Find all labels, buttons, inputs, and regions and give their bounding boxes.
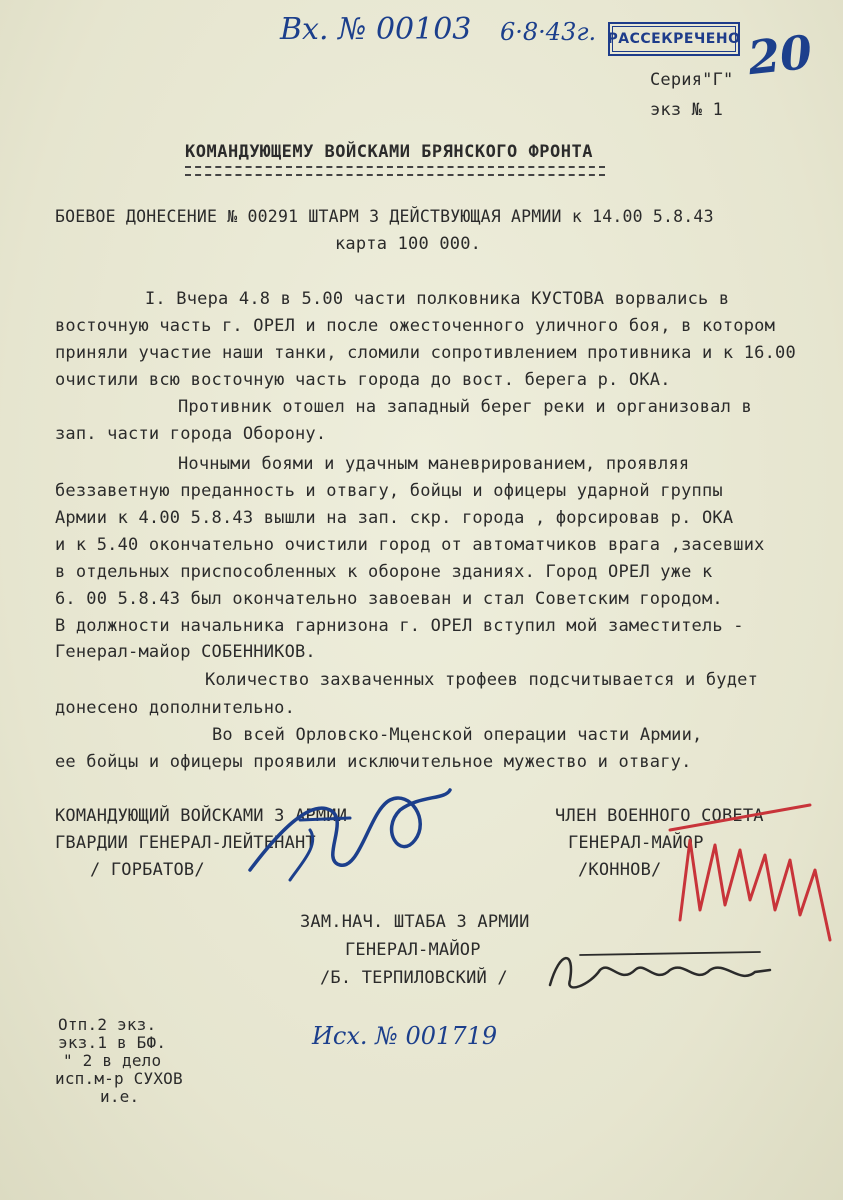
body-line: в отдельных приспособленных к обороне зданиях. Город ОРЕЛ уже к [55, 562, 713, 582]
body-line: очистили всю восточную часть города до вост. берега р. ОКА. [55, 370, 671, 390]
footer-line: и.е. [100, 1087, 140, 1106]
page-number: 20 [745, 24, 815, 86]
center-signatory-name: /Б. ТЕРПИЛОВСКИЙ / [320, 968, 508, 988]
konnov-signature [660, 800, 840, 950]
left-signatory-title: КОМАНДУЮЩИЙ ВОЙСКАМИ 3 АРМИИ [55, 806, 348, 826]
body-line: 6. 00 5.8.43 был окончательно завоеван и стал Советским городом. [55, 589, 723, 609]
gorbatov-signature [240, 770, 460, 890]
right-signatory-rank: ГЕНЕРАЛ-МАЙОР [568, 833, 704, 853]
body-line: восточную часть г. ОРЕЛ и после ожесточенного уличного боя, в котором [55, 316, 776, 336]
addressee-heading: КОМАНДУЮЩЕМУ ВОЙСКАМИ БРЯНСКОГО ФРОНТА [185, 142, 593, 162]
left-signatory-rank: ГВАРДИИ ГЕНЕРАЛ-ЛЕЙТЕНАНТ [55, 833, 316, 853]
center-signatory-title: ЗАМ.НАЧ. ШТАБА 3 АРМИИ [300, 912, 530, 932]
body-line: Во всей Орловско-Мценской операции части Армии, [212, 725, 703, 745]
body-line: I. Вчера 4.8 в 5.00 части полковника КУСТОВА ворвались в [145, 289, 730, 309]
body-line: донесено дополнительно. [55, 698, 296, 718]
incoming-number: Вх. № 00103 [280, 12, 472, 47]
body-line: В должности начальника гарнизона г. ОРЕЛ вступил мой заместитель - [55, 616, 744, 636]
footer-line: исп.м-р СУХОВ [55, 1069, 183, 1088]
center-signatory-rank: ГЕНЕРАЛ-МАЙОР [345, 940, 481, 960]
left-signatory-name: / ГОРБАТОВ/ [90, 860, 205, 880]
body-line: Генерал-майор СОБЕННИКОВ. [55, 642, 316, 662]
right-signatory-title: ЧЛЕН ВОЕННОГО СОВЕТА [555, 806, 764, 826]
body-line: Армии к 4.00 5.8.43 вышли на зап. скр. города , форсировав р. ОКА [55, 508, 734, 528]
declassified-stamp: РАССЕКРЕЧЕНО [608, 22, 740, 56]
terpilovsky-signature [540, 940, 780, 1000]
footer-line: " 2 в дело [63, 1051, 162, 1070]
copy-number: экз № 1 [650, 100, 724, 120]
report-header-line1: БОЕВОЕ ДОНЕСЕНИЕ № 00291 ШТАРМ 3 ДЕЙСТВУЮЩАЯ АРМИИ к 14.00 5.8.43 [55, 207, 714, 226]
footer-line: Отп.2 экз. [58, 1015, 157, 1034]
body-line: Ночными боями и удачным маневрированием, проявляя [178, 454, 690, 474]
body-line: приняли участие наши танки, сломили сопротивлением противника и к 16.00 [55, 343, 796, 363]
footer-line: экз.1 в БФ. [58, 1033, 167, 1052]
heading-underline [185, 166, 605, 176]
body-line: ее бойцы и офицеры проявили исключительное мужество и отвагу. [55, 752, 692, 772]
right-signatory-name: /КОННОВ/ [578, 860, 662, 880]
series-label: Серия"Г" [650, 70, 734, 90]
incoming-date: 6·8·43г. [500, 18, 597, 46]
body-line: Противник отошел на западный берег реки и организовал в [178, 397, 752, 417]
report-header-line2: карта 100 000. [335, 234, 482, 254]
outgoing-number: Исх. № 001719 [312, 1022, 498, 1050]
body-line: Количество захваченных трофеев подсчитывается и будет [205, 670, 759, 690]
body-line: беззаветную преданность и отвагу, бойцы и офицеры ударной группы [55, 481, 723, 501]
body-line: и к 5.40 окончательно очистили город от автоматчиков врага ,засевших [55, 535, 765, 555]
body-line: зап. части города Оборону. [55, 424, 327, 444]
